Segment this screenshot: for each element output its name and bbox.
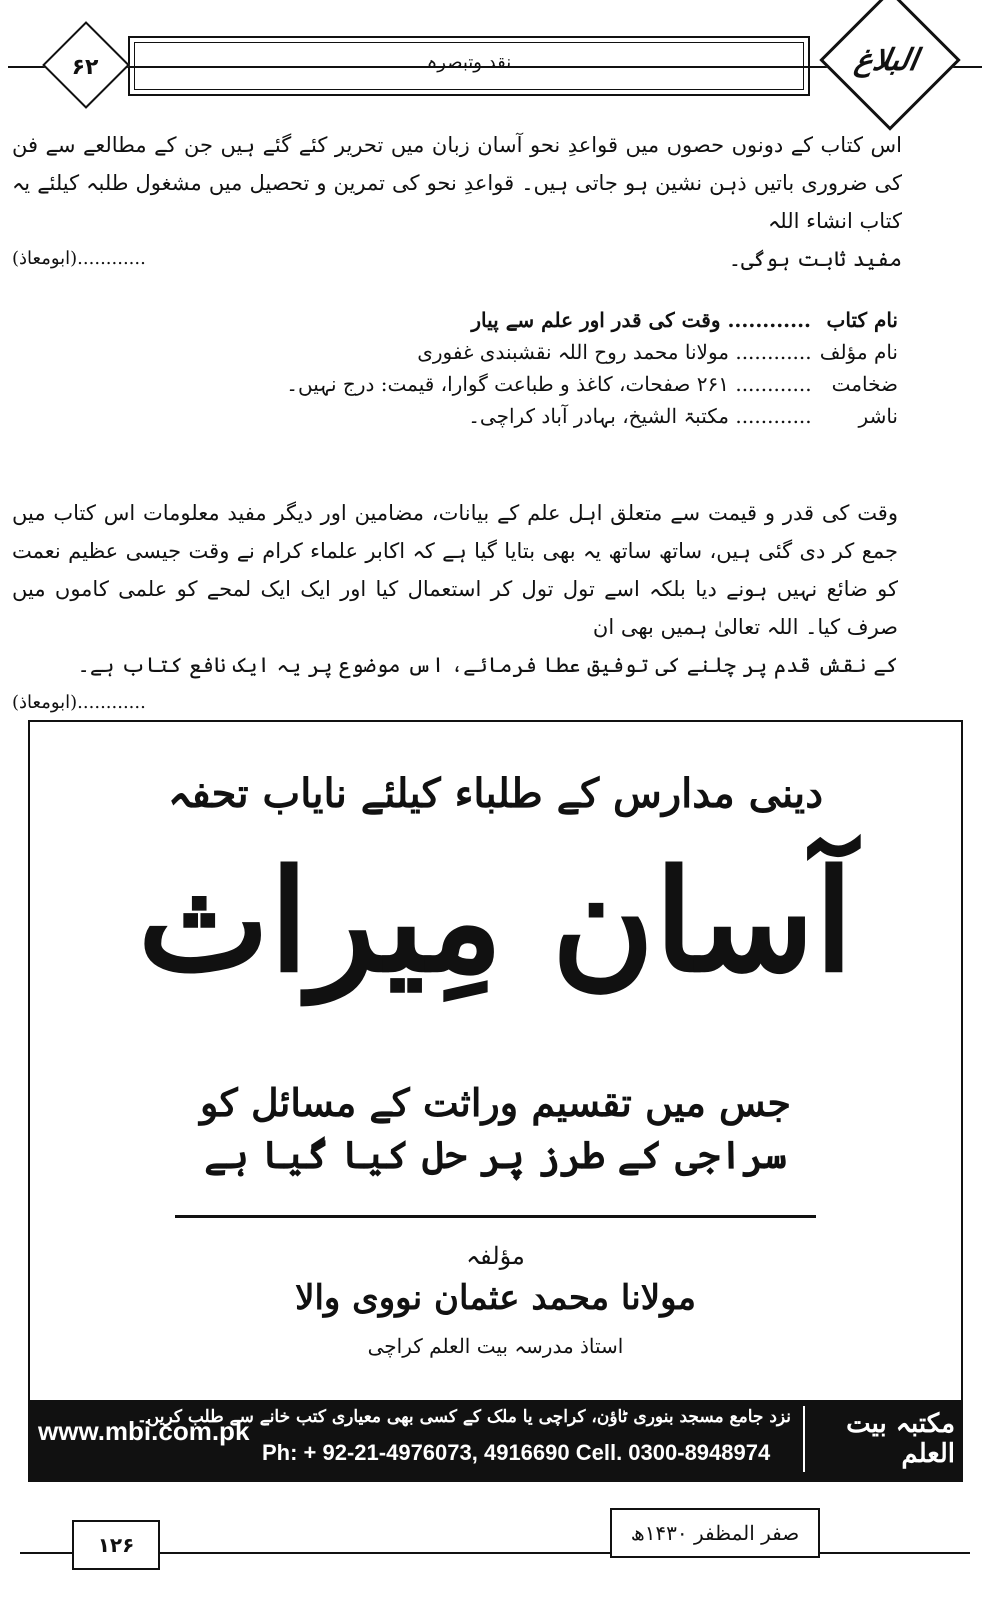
section-title: نقد وتبصرہ: [426, 52, 512, 73]
footer-issue-date: صفر المظفر ۱۴۳۰ھ: [610, 1508, 820, 1558]
header-frame: [128, 36, 810, 96]
book-2-publisher-value: ............ مکتبۃ الشیخ، بہادر آباد کراچی۔: [468, 404, 812, 428]
ad-author-name: مولانا محمد عثمان نووی والا: [295, 1278, 696, 1318]
book-2-author-row: [286, 336, 898, 368]
ad-website-link[interactable]: www.mbi.com.pk: [38, 1416, 250, 1446]
book-2-name-label: نام کتاب: [826, 308, 898, 332]
footer-page-number: ۱۲۶: [72, 1520, 160, 1570]
review-1-signature: ............(ابومعاذ): [12, 248, 146, 269]
ad-description-line-2: سراجی کے طرز پر حل کیا گیا ہے: [204, 1132, 787, 1177]
ad-book-title: آسان مِیراث: [137, 840, 854, 1004]
review-2: [12, 494, 898, 722]
review-2-last-line: کے نقش قدم پر چلنے کی توفیق عطا فرمائے، اس موضوع پر یہ ایک نافع کتاب ہے۔ ............(ابومعاذ): [12, 646, 898, 684]
logo-text: البلاغ: [851, 42, 921, 78]
ad-author-affiliation: استاذ مدرسہ بیت العلم کراچی: [367, 1334, 624, 1358]
ad-description-line-1: جس میں تقسیم وراثت کے مسائل کو: [200, 1080, 791, 1125]
book-2-publisher-row: [286, 400, 898, 432]
ad-contact-bar: [30, 1400, 961, 1480]
ad-phone: Ph: + 92-21-4976073, 4916690 Cell. 0300-8948974: [262, 1440, 771, 1465]
book-2-metadata: [286, 304, 898, 432]
ad-brand: مکتبہ بیت العلم: [803, 1406, 955, 1472]
review-1-last-line: مفید ثابت ہوگی۔ ............(ابومعاذ): [12, 240, 902, 278]
page-number-top: ۶۲: [71, 54, 99, 80]
ad-author-label: مؤلفہ: [466, 1242, 525, 1270]
ad-divider: [175, 1215, 816, 1218]
book-2-name-row: [286, 304, 898, 336]
review-1: [12, 126, 902, 278]
book-2-author-value: ............ مولانا محمد روح اللہ نقشبندی غفوری: [417, 340, 812, 364]
ad-address: نزد جامع مسجد بنوری ٹاؤن، کراچی یا ملک کے کسی بھی معیاری کتب خانے سے طلب کریں۔: [136, 1407, 791, 1427]
ad-description: [30, 1077, 961, 1181]
book-2-pages-value: ............ ۲۶۱ صفحات، کاغذ و طباعت گوارا، قیمت: درج نہیں۔: [286, 372, 812, 396]
review-2-signature: ............(ابومعاذ): [12, 692, 146, 713]
book-2-name-value: ............ وقت کی قدر اور علم سے پیار: [471, 308, 812, 332]
book-2-pages-label: ضخامت: [831, 372, 898, 396]
book-2-publisher-label: ناشر: [858, 404, 898, 428]
review-2-text: وقت کی قدر و قیمت سے متعلق اہل علم کے بیانات، مضامین اور دیگر مفید معلومات اس کتاب میں جمع کر دی گئی ہیں، ساتھ ساتھ یہ بھی بتایا گیا ہے کہ اکابر علماء کرام نے وقت جیسی عظیم نعمت کو ضائع نہیں ہونے دیا بلکہ اسے تول تول کر استعمال کیا اور ایک ایک لمحے کو علمی کاموں میں صرف کیا۔ اللہ تعالیٰ ہمیں بھی ان: [12, 501, 898, 639]
book-2-pages-row: [286, 368, 898, 400]
magazine-logo: [806, 26, 966, 94]
advertisement: [28, 720, 963, 1482]
ad-subtitle: دینی مدارس کے طلباء کیلئے نایاب تحفہ: [168, 770, 823, 817]
footer-rule: [20, 1552, 970, 1554]
book-2-author-label: نام مؤلف: [819, 340, 898, 364]
review-1-text: اس کتاب کے دونوں حصوں میں قواعدِ نحو آسان زبان میں تحریر کئے گئے ہیں جن کے مطالعے سے فن کی ضروری باتیں ذہن نشین ہو جاتی ہیں۔ قواعدِ نحو کی تمرین و تحصیل میں مشغول طلبہ کیلئے یہ کتاب انشاء اللہ: [12, 133, 902, 233]
